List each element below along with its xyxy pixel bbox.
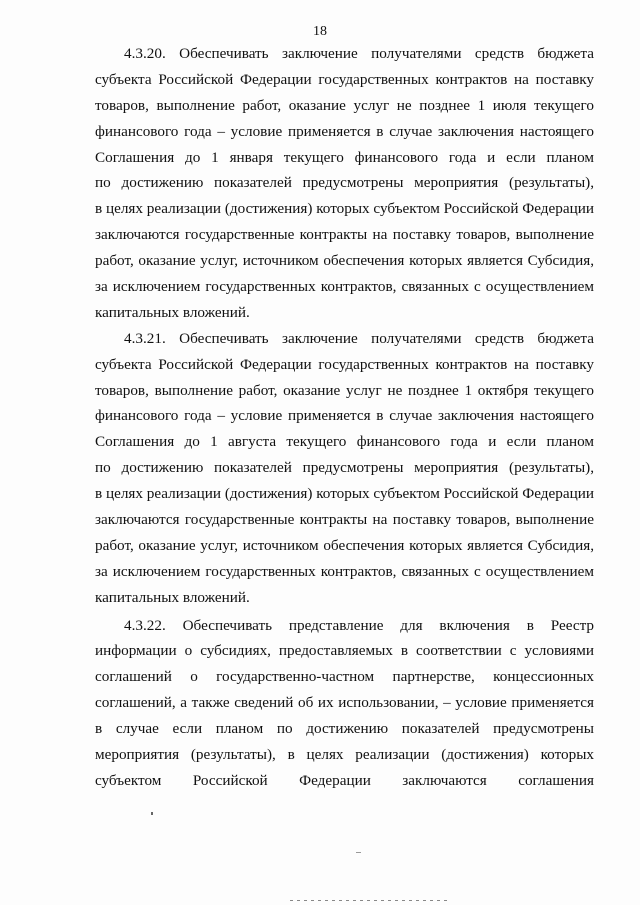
text-line: капитальных вложений. <box>95 303 250 321</box>
scan-speck <box>151 812 153 815</box>
text-line: заключаются государственные контракты на поставку товаров, выполнение <box>95 226 594 244</box>
paragraph-4-3-22 <box>95 613 594 794</box>
text-line: в целях реализации (достижения) которых субъектом Российской Федерации <box>95 200 594 218</box>
text-line: работ, оказание услуг, источником обеспечения которых является Субсидия, <box>95 536 594 554</box>
text-line: по достижению показателей предусмотрены мероприятия (результаты), <box>95 459 594 477</box>
text-line: мероприятия (результаты), в целях реализации (достижения) которых <box>95 746 594 764</box>
text-line: 4.3.20. Обеспечивать заключение получателями средств бюджета <box>124 45 594 62</box>
paragraph-4-3-20 <box>95 41 594 326</box>
text-line: капитальных вложений. <box>95 588 250 606</box>
scan-edge-noise <box>290 900 450 901</box>
text-line: в случае если планом по достижению показателей предусмотрены <box>95 720 594 738</box>
text-line: за исключением государственных контрактов, связанных с осуществлением <box>95 562 594 580</box>
text-line: соглашений о государственно-частном партнерстве, концессионных <box>95 668 594 686</box>
text-line: за исключением государственных контрактов, связанных с осуществлением <box>95 278 594 296</box>
text-line: Соглашения до 1 января текущего финансового года и если планом <box>95 148 594 166</box>
text-line: по достижению показателей предусмотрены мероприятия (результаты), <box>95 174 594 192</box>
text-line: работ, оказание услуг, источником обеспечения которых является Субсидия, <box>95 252 594 270</box>
scan-speck <box>356 852 361 853</box>
text-line: соглашений, а также сведений об их использовании, – условие применяется <box>95 694 594 712</box>
text-line: заключаются государственные контракты на поставку товаров, выполнение <box>95 511 594 529</box>
text-line: финансового года – условие применяется в случае заключения настоящего <box>95 407 594 425</box>
paragraph-4-3-21 <box>95 326 594 611</box>
text-line: финансового года – условие применяется в случае заключения настоящего <box>95 122 594 140</box>
page-number: 18 <box>313 24 327 39</box>
document-body <box>95 41 594 794</box>
text-line: товаров, выполнение работ, оказание услуг не позднее 1 октября текущего <box>95 381 594 399</box>
text-line: Соглашения до 1 августа текущего финансового года и если планом <box>95 433 594 451</box>
text-line: субъекта Российской Федерации государственных контрактов на поставку <box>95 70 594 88</box>
text-line: 4.3.21. Обеспечивать заключение получателями средств бюджета <box>124 329 594 347</box>
text-line: информации о субсидиях, предоставляемых в соответствии с условиями <box>95 642 594 660</box>
text-line: субъекта Российской Федерации государственных контрактов на поставку <box>95 355 594 373</box>
text-line: 4.3.22. Обеспечивать представление для включения в Реестр <box>124 616 594 634</box>
text-line: в целях реализации (достижения) которых субъектом Российской Федерации <box>95 485 594 503</box>
text-line: субъектом Российской Федерации заключаются соглашения <box>95 771 594 789</box>
text-line: товаров, выполнение работ, оказание услуг не позднее 1 июля текущего <box>95 96 594 114</box>
